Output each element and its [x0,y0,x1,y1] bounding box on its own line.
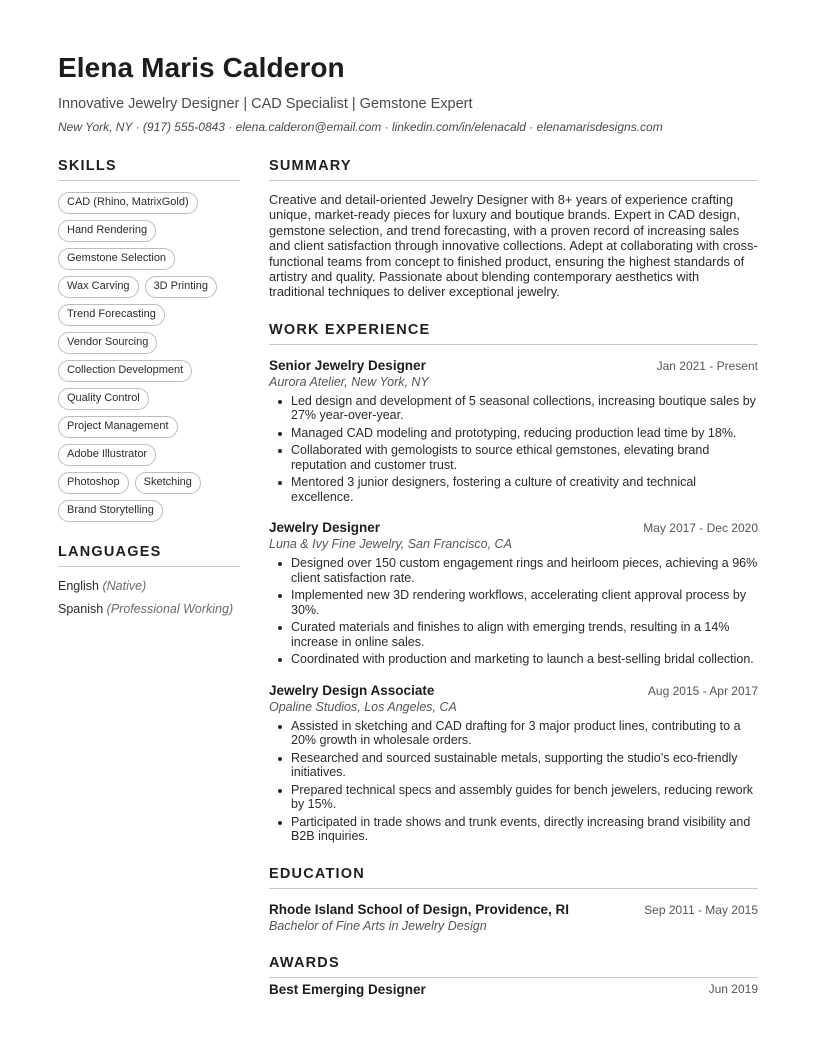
contact-line: New York, NY · (917) 555-0843 · elena.calderon@email.com · linkedin.com/in/elenacald · elenamarisdesigns.com [58,120,663,134]
skills-row [58,248,240,270]
skill-pill: 3D Printing [145,276,217,298]
language-name: Spanish [58,602,104,616]
job-bullet: Designed over 150 custom engagement rings and heirloom pieces, achieving a 96% client satisfaction rate. [291,556,758,585]
award-dates: Jun 2019 [708,981,758,996]
skill-pill: Sketching [135,472,201,494]
skill-pill: Collection Development [58,360,192,382]
skills-row [58,304,240,326]
job-bullet: Participated in trade shows and trunk events, directly increasing brand visibility and B2B inquiries. [291,815,758,844]
skills-heading: SKILLS [58,158,240,181]
language-item [58,600,240,619]
left-column [58,158,240,623]
skills-row [58,388,240,410]
job-header [269,683,758,698]
job-header [269,358,758,373]
education-entry [269,902,758,933]
job-bullet: Assisted in sketching and CAD drafting for 3 major product lines, contributing to a 20% growth in wholesale orders. [291,719,758,748]
skill-pill: Project Management [58,416,178,438]
job-bullet: Managed CAD modeling and prototyping, reducing production lead time by 18%. [291,426,758,441]
skills-row [58,472,240,494]
skills-row [58,192,240,214]
skill-pill: Quality Control [58,388,149,410]
skills-list [58,192,240,522]
summary-text: Creative and detail-oriented Jewelry Designer with 8+ years of experience crafting unique, market-ready pieces for luxury and boutique brands. Expert in CAD design, gemstone selection, and trend forecasting, with a proven record of increasing sales and client satisfaction through innovative collections. Adept at collaborating with cross-functional teams from concept to finished product, ensuring the highest standards of artistry and quality. Passionate about blending contemporary aesthetics with traditional techniques to deliver exceptional jewelry. [269,192,758,300]
award-title: Best Emerging Designer [269,981,426,997]
summary-heading: SUMMARY [269,158,758,181]
education-heading: EDUCATION [269,866,758,889]
skill-pill: Hand Rendering [58,220,156,242]
education-header [269,902,758,917]
job-title: Jewelry Design Associate [269,682,435,698]
skill-pill: Vendor Sourcing [58,332,157,354]
candidate-name: Elena Maris Calderon [58,52,345,83]
job-dates: Jan 2021 - Present [656,358,758,373]
languages-list [58,577,240,619]
skill-pill: Wax Carving [58,276,139,298]
skills-row [58,276,240,298]
language-level: (Native) [102,579,147,593]
awards-heading: AWARDS [269,955,758,978]
language-item [58,577,240,596]
job-dates: May 2017 - Dec 2020 [643,521,758,536]
skills-row [58,332,240,354]
job-bullet: Curated materials and finishes to align with emerging trends, resulting in a 14% increase in online sales. [291,620,758,649]
job-bullet: Led design and development of 5 seasonal collections, increasing boutique sales by 27% year-over-year. [291,394,758,423]
skills-row [58,444,240,466]
job-title: Jewelry Designer [269,520,381,536]
skills-row [58,220,240,242]
job-title: Senior Jewelry Designer [269,357,426,373]
right-column [269,158,758,997]
skill-pill: Brand Storytelling [58,500,163,522]
education-dates: Sep 2011 - May 2015 [644,902,758,917]
language-level: (Professional Working) [106,602,234,616]
skill-pill: Gemstone Selection [58,248,175,270]
skill-pill: Trend Forecasting [58,304,165,326]
job-dates: Aug 2015 - Apr 2017 [647,683,758,698]
language-name: English [58,579,99,593]
degree: Bachelor of Fine Arts in Jewelry Design [269,918,487,933]
award-entry-cut [269,981,758,997]
skill-pill: CAD (Rhino, MatrixGold) [58,192,198,214]
job-bullet: Collaborated with gemologists to source ethical gemstones, elevating brand reputation and customer trust. [291,443,758,472]
job-bullet: Implemented new 3D rendering workflows, accelerating client approval process by 30%. [291,588,758,617]
languages-heading: LANGUAGES [58,544,240,567]
skill-pill: Photoshop [58,472,129,494]
job-bullets [269,394,758,505]
headline: Innovative Jewelry Designer | CAD Specialist | Gemstone Expert [58,96,473,112]
skill-pill: Adobe Illustrator [58,444,156,466]
job-header [269,520,758,535]
job-entry [269,358,758,505]
job-company: Opaline Studios, Los Angeles, CA [269,699,457,714]
skills-row [58,416,240,438]
job-bullet: Prepared technical specs and assembly guides for bench jewelers, reducing rework by 15%. [291,783,758,812]
job-entry [269,520,758,667]
job-bullet: Mentored 3 junior designers, fostering a culture of creativity and technical excellence. [291,475,758,504]
job-company: Luna & Ivy Fine Jewelry, San Francisco, CA [269,537,512,552]
award-header [269,982,758,997]
job-company: Aurora Atelier, New York, NY [269,374,429,389]
skills-row [58,360,240,382]
job-entry [269,683,758,844]
skills-row [58,500,240,522]
job-bullets [269,556,758,667]
job-bullets [269,719,758,844]
job-bullet: Coordinated with production and marketing to launch a best-selling bridal collection. [291,652,758,667]
experience-heading: WORK EXPERIENCE [269,322,758,345]
job-bullet: Researched and sourced sustainable metals, supporting the studio’s eco-friendly initiatives. [291,751,758,780]
school-name: Rhode Island School of Design, Providence, RI [269,901,570,917]
